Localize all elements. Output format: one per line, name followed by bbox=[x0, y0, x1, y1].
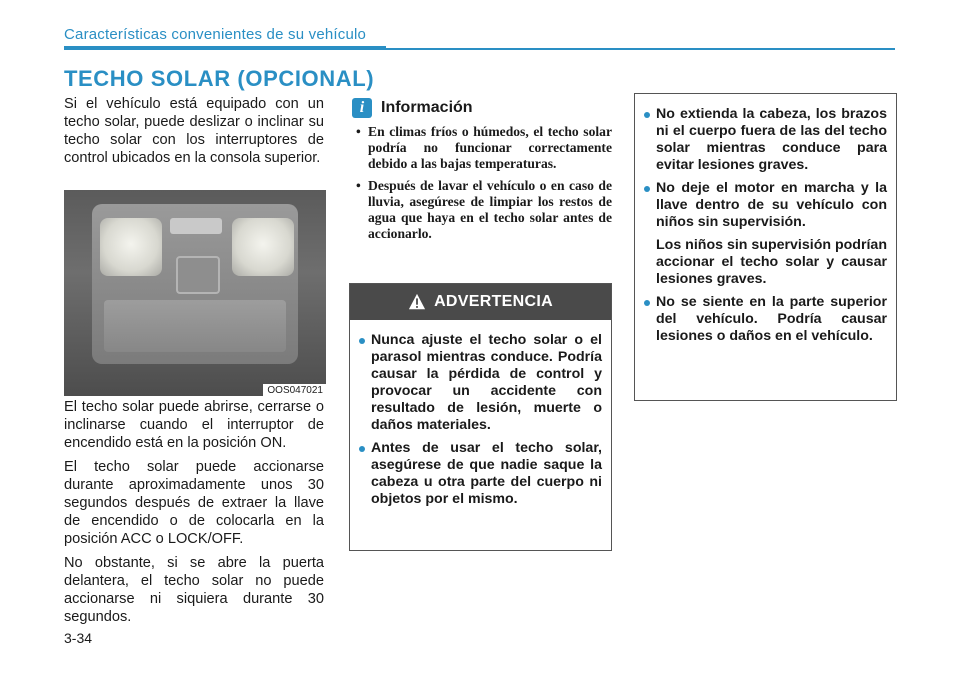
bullet-dot bbox=[359, 446, 365, 452]
operation-paragraph-3: No obstante, si se abre la puerta delantera, el techo solar no puede accionarse ni siquiera durante 30 segundos. bbox=[64, 555, 324, 625]
information-item bbox=[356, 124, 612, 172]
warning-note: Los niños sin supervisión podrían accionar el techo solar y causar lesiones graves. bbox=[656, 237, 887, 287]
bullet-dot bbox=[644, 112, 650, 118]
intro-column bbox=[64, 95, 324, 173]
bullet-dot bbox=[644, 300, 650, 306]
warning-item-text: Antes de usar el techo solar, asegúrese de que nadie saque la cabeza u otra parte del cuerpo ni objetos por el mismo. bbox=[371, 440, 602, 507]
image-caption: OOS047021 bbox=[263, 384, 326, 396]
warning-item bbox=[644, 106, 887, 174]
map-lamp-left bbox=[100, 218, 162, 276]
warning-item bbox=[644, 294, 887, 345]
header-rule bbox=[64, 48, 895, 50]
warning-title: ADVERTENCIA bbox=[434, 293, 553, 310]
bullet: • bbox=[356, 124, 361, 139]
information-list bbox=[356, 124, 612, 248]
map-lamp-right bbox=[232, 218, 294, 276]
page-title: TECHO SOLAR (OPCIONAL) bbox=[64, 66, 375, 91]
warning-triangle-icon bbox=[408, 293, 426, 311]
bullet-dot bbox=[359, 338, 365, 344]
info-icon: i bbox=[352, 98, 372, 118]
information-title: Información bbox=[381, 99, 473, 116]
warning-item-text: No deje el motor en marcha y la llave dentro de su vehículo con niños sin supervisión. bbox=[656, 180, 887, 230]
bullet-dot bbox=[644, 186, 650, 192]
overhead-console-photo bbox=[64, 190, 326, 396]
information-heading bbox=[352, 98, 473, 118]
warning-box bbox=[349, 283, 612, 551]
warning-continued-box bbox=[634, 93, 897, 401]
bullet: • bbox=[356, 178, 361, 193]
operation-paragraph-2: El techo solar puede accionarse durante aproximadamente unos 30 segundos después de extraer la llave de encendido o de colocarla en la posición ACC o LOCK/OFF. bbox=[64, 459, 324, 547]
lamp-buttons bbox=[170, 218, 222, 234]
information-item-text: Después de lavar el vehículo o en caso de lluvia, asegúrese de limpiar los restos de agua que haya en el techo solar antes de accionarlo. bbox=[368, 178, 612, 241]
page-number: 3-34 bbox=[64, 630, 93, 646]
console-lower-panel bbox=[104, 300, 286, 352]
warning-item-text: Nunca ajuste el techo solar o el parasol mientras conduce. Podría causar la pérdida de control y provocar un accidente con resultado de lesión, muerte o daños materiales. bbox=[371, 332, 602, 433]
sunroof-switch bbox=[176, 256, 220, 294]
operation-text bbox=[64, 398, 324, 632]
intro-paragraph: Si el vehículo está equipado con un techo solar, puede deslizar o inclinar su techo solar con los interruptores de control ubicados en la consola superior. bbox=[64, 96, 324, 166]
operation-paragraph-1: El techo solar puede abrirse, cerrarse o inclinarse cuando el interruptor de encendido está en la posición ON. bbox=[64, 399, 324, 451]
warning-item-text: No se siente en la parte superior del vehículo. Podría causar lesiones o daños en el vehículo. bbox=[656, 294, 887, 344]
warning-item bbox=[359, 440, 602, 508]
information-item-text: En climas fríos o húmedos, el techo solar podría no funcionar correctamente debido a las bajas temperaturas. bbox=[368, 124, 612, 171]
warning-list bbox=[350, 320, 611, 508]
warning-item-text: No extienda la cabeza, los brazos ni el cuerpo fuera de las del techo solar mientras conduce para evitar lesiones graves. bbox=[656, 106, 887, 173]
warning-item bbox=[644, 180, 887, 231]
warning-item bbox=[359, 332, 602, 434]
information-item bbox=[356, 178, 612, 242]
warning-continued-list bbox=[635, 94, 896, 345]
warning-header bbox=[350, 284, 611, 320]
section-header: Características convenientes de su vehículo bbox=[64, 26, 367, 43]
